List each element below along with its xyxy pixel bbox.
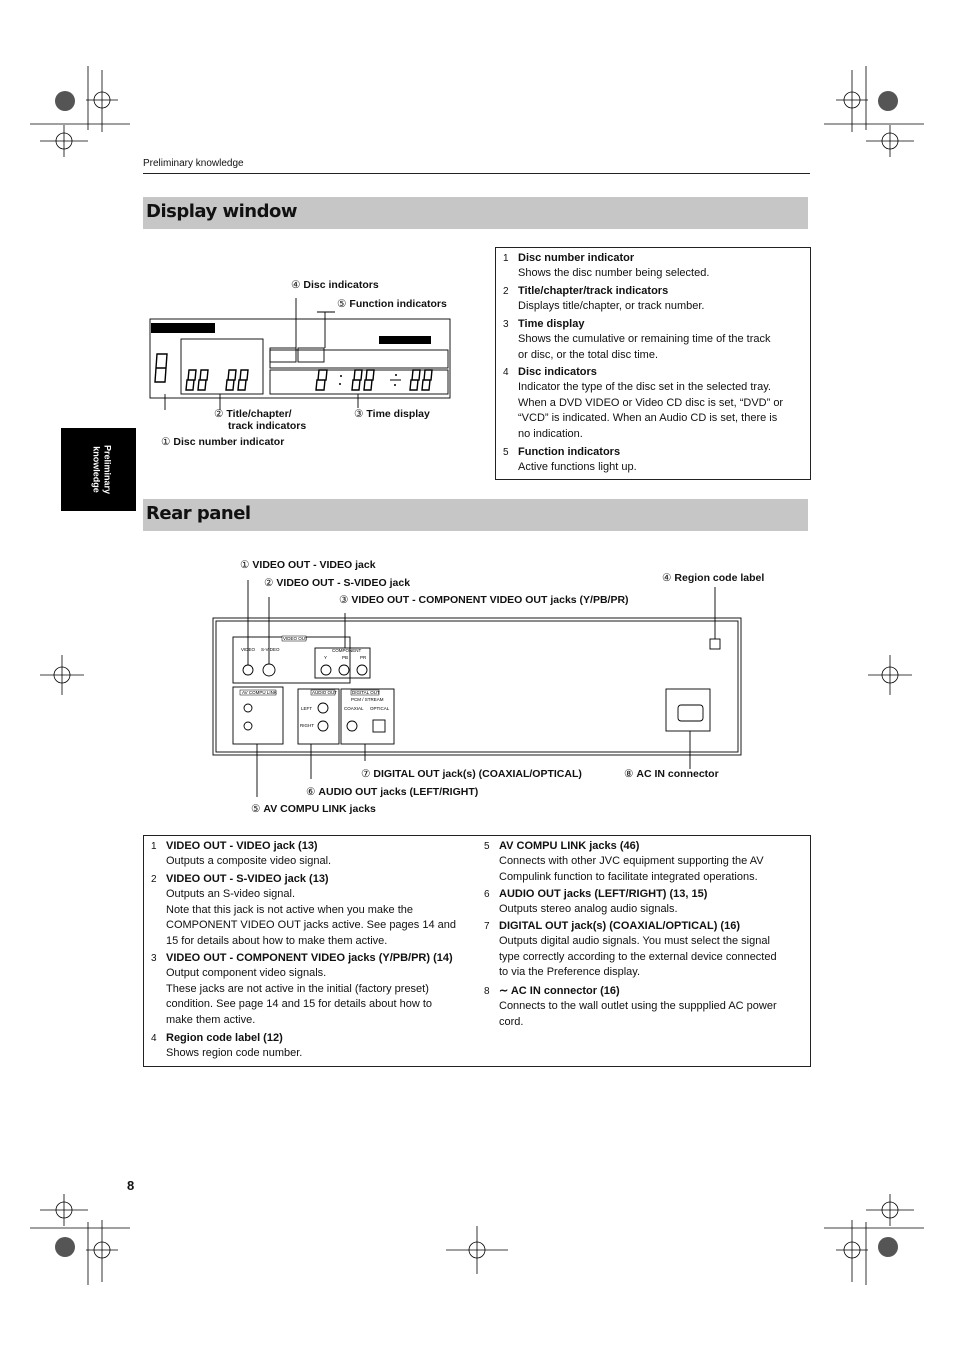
label-coaxial: COAXIAL: [344, 706, 364, 711]
display-item-2-title: Title/chapter/track indicators: [518, 285, 669, 297]
callout-video-jack: ① VIDEO OUT - VIDEO jack: [240, 559, 376, 571]
rear-panel-title: Rear panel: [146, 503, 251, 524]
rear-item-7-title: DIGITAL OUT jack(s) (COAXIAL/OPTICAL) (16): [499, 920, 740, 932]
rear-item-6: [484, 887, 707, 918]
label-video-out: VIDEO OUT: [283, 636, 308, 641]
display-item-5: [503, 445, 637, 476]
rear-item-8-title: ∼ AC IN connector (16): [499, 985, 620, 997]
rear-item-7-num: 7: [484, 921, 490, 932]
rear-item-6-line: Outputs stereo analog audio signals.: [499, 903, 678, 916]
callout-component-jack: ③ VIDEO OUT - COMPONENT VIDEO OUT jacks (Y/PB/PR): [339, 594, 629, 606]
rear-item-1-title: VIDEO OUT - VIDEO jack (13): [166, 840, 318, 852]
display-window-descriptions: [495, 247, 811, 480]
callout-title-chapter-text: Title/chapter/: [226, 408, 292, 420]
rear-item-4-title: Region code label (12): [166, 1032, 283, 1044]
page-number: 8: [127, 1178, 135, 1193]
display-item-4: [503, 365, 783, 442]
callout-disc-number-text: Disc number indicator: [173, 436, 285, 448]
side-tab: [61, 428, 136, 511]
callout-disc-indicators-text: Disc indicators: [303, 279, 379, 291]
display-item-5-num: 5: [503, 447, 509, 458]
callout-function-indicators: ⑤ Function indicators: [337, 298, 447, 310]
display-item-5-line: Active functions light up.: [518, 461, 637, 474]
rear-item-5-line: Connects with other JVC equipment supporting the AV: [499, 855, 764, 868]
callout-svideo-jack: ② VIDEO OUT - S-VIDEO jack: [264, 577, 411, 589]
callout-audio-out-text: AUDIO OUT jacks (LEFT/RIGHT): [318, 786, 479, 798]
rear-item-2-line: 15 for details about how to make them active.: [166, 934, 388, 947]
callout-disc-number: ① Disc number indicator: [161, 436, 285, 448]
rear-item-3-title: VIDEO OUT - COMPONENT VIDEO jacks (Y/PB/PR) (14): [166, 952, 453, 964]
rear-item-1: [151, 839, 331, 870]
rear-item-7: [484, 919, 777, 981]
display-item-3-line: Shows the cumulative or remaining time of the track: [518, 333, 771, 346]
display-item-4-line: “VCD” is indicated. When an Audio CD is set, there is: [518, 412, 778, 425]
callout-region-label: ④ Region code label: [662, 572, 765, 584]
display-item-1-title: Disc number indicator: [518, 252, 635, 264]
rear-item-4-num: 4: [151, 1033, 157, 1044]
rear-item-8-line: Connects to the wall outlet using the suppplied AC power: [499, 1000, 777, 1013]
display-item-2-line: Displays title/chapter, or track number.: [518, 300, 705, 313]
display-item-3-line: or disc, or the total disc time.: [518, 348, 658, 361]
rear-item-1-line: Outputs a composite video signal.: [166, 855, 332, 868]
label-y: Y: [324, 655, 328, 660]
display-item-5-title: Function indicators: [518, 446, 621, 458]
display-item-1: [503, 251, 709, 282]
label-component: COMPONENT: [332, 648, 362, 653]
callout-time-display-text: Time display: [366, 408, 430, 420]
rear-item-2: [151, 872, 456, 949]
callout-video-jack-text: VIDEO OUT - VIDEO jack: [252, 559, 376, 571]
label-pcm-stream: PCM / STREAM: [351, 697, 384, 702]
callout-component-jack-text: VIDEO OUT - COMPONENT VIDEO OUT jacks (Y/PB/PR): [351, 594, 629, 606]
rear-item-3-line: Output component video signals.: [166, 967, 327, 980]
display-item-1-num: 1: [503, 253, 509, 264]
label-video: VIDEO: [241, 647, 256, 652]
display-window-title: Display window: [146, 201, 297, 222]
label-right: RIGHT: [300, 723, 314, 728]
rear-item-3-line: These jacks are not active in the initial (factory preset): [166, 982, 429, 995]
callout-digital-out: ⑦ DIGITAL OUT jack(s) (COAXIAL/OPTICAL): [361, 768, 582, 780]
callout-av-compu-text: AV COMPU LINK jacks: [263, 803, 376, 815]
rear-item-5: [484, 839, 764, 885]
rear-item-2-line: Outputs an S-video signal.: [166, 888, 296, 901]
rear-item-3-line: condition. See page 14 and 15 for details about how to: [166, 998, 433, 1011]
rear-item-8-num: 8: [484, 986, 490, 997]
display-item-1-line: Shows the disc number being selected.: [518, 267, 710, 280]
rear-item-2-line: COMPONENT VIDEO OUT jacks active. See pages 14 and: [166, 919, 456, 932]
rear-item-5-num: 5: [484, 841, 490, 852]
rear-item-8: [484, 984, 777, 1030]
label-audio-out: AUDIO OUT: [312, 690, 338, 695]
label-pb: PB: [342, 655, 349, 660]
callout-ac-in: ⑧ AC IN connector: [624, 768, 719, 780]
display-item-4-line: Indicator the type of the disc set in the selected tray.: [518, 381, 771, 394]
display-item-4-title: Disc indicators: [518, 366, 597, 378]
callout-title-chapter: ② Title/chapter/ track indicators: [214, 408, 307, 432]
display-item-2-num: 2: [503, 286, 509, 297]
display-item-4-line: no indication.: [518, 427, 583, 440]
callout-audio-out: ⑥ AUDIO OUT jacks (LEFT/RIGHT): [306, 786, 479, 798]
rear-item-4-line: Shows region code number.: [166, 1047, 303, 1060]
rear-item-7-line: to via the Preference display.: [499, 966, 641, 979]
callout-time-display: ③ Time display: [354, 408, 430, 420]
side-tab-line2: knowledge: [92, 446, 102, 493]
rear-item-6-num: 6: [484, 889, 490, 900]
callout-region-label-text: Region code label: [674, 572, 765, 584]
label-left: LEFT: [301, 706, 313, 711]
callout-ac-in-text: AC IN connector: [636, 768, 719, 780]
rear-item-5-title: AV COMPU LINK jacks (46): [499, 840, 640, 852]
rear-item-2-num: 2: [151, 874, 157, 885]
callout-av-compu: ⑤ AV COMPU LINK jacks: [251, 803, 376, 815]
header-rule: [143, 173, 810, 174]
rear-item-3-line: make them active.: [166, 1013, 256, 1026]
display-item-3-num: 3: [503, 319, 509, 330]
label-pr: PR: [360, 655, 367, 660]
side-tab-line1: Preliminary: [103, 444, 113, 495]
display-item-4-num: 4: [503, 367, 509, 378]
callout-track-indicators-text: track indicators: [228, 420, 307, 432]
rear-item-2-line: Note that this jack is not active when you make the: [166, 903, 414, 916]
label-av-compu-link: AV COMPU LINK: [242, 690, 277, 695]
callout-svideo-jack-text: VIDEO OUT - S-VIDEO jack: [276, 577, 411, 589]
display-item-3-title: Time display: [518, 318, 585, 330]
rear-item-4: [151, 1031, 302, 1062]
display-item-2: [503, 284, 704, 315]
callout-digital-out-text: DIGITAL OUT jack(s) (COAXIAL/OPTICAL): [373, 768, 582, 780]
rear-item-3-num: 3: [151, 953, 157, 964]
rear-item-6-title: AUDIO OUT jacks (LEFT/RIGHT) (13, 15): [499, 888, 708, 900]
running-header: Preliminary knowledge: [143, 158, 244, 169]
rear-item-3: [151, 951, 453, 1028]
display-item-4-line: When a DVD VIDEO or Video CD disc is set, “DVD” or: [518, 396, 784, 409]
rear-item-7-line: type correctly according to the external device connected: [499, 950, 777, 963]
rear-item-7-line: Outputs digital audio signals. You must select the signal: [499, 935, 770, 948]
rear-item-5-line: Compulink function to facilitate integrated operations.: [499, 870, 758, 883]
display-item-3: [503, 317, 771, 363]
label-optical: OPTICAL: [370, 706, 390, 711]
label-digital-out: DIGITAL OUT: [352, 690, 380, 695]
label-s-video: S-VIDEO: [261, 647, 280, 652]
rear-item-8-line: cord.: [499, 1015, 524, 1028]
rear-item-2-title: VIDEO OUT - S-VIDEO jack (13): [166, 873, 329, 885]
rear-panel-descriptions: [143, 835, 811, 1067]
rear-item-1-num: 1: [151, 841, 157, 852]
callout-function-indicators-text: Function indicators: [349, 298, 447, 310]
callout-disc-indicators: ④ Disc indicators: [291, 279, 379, 291]
